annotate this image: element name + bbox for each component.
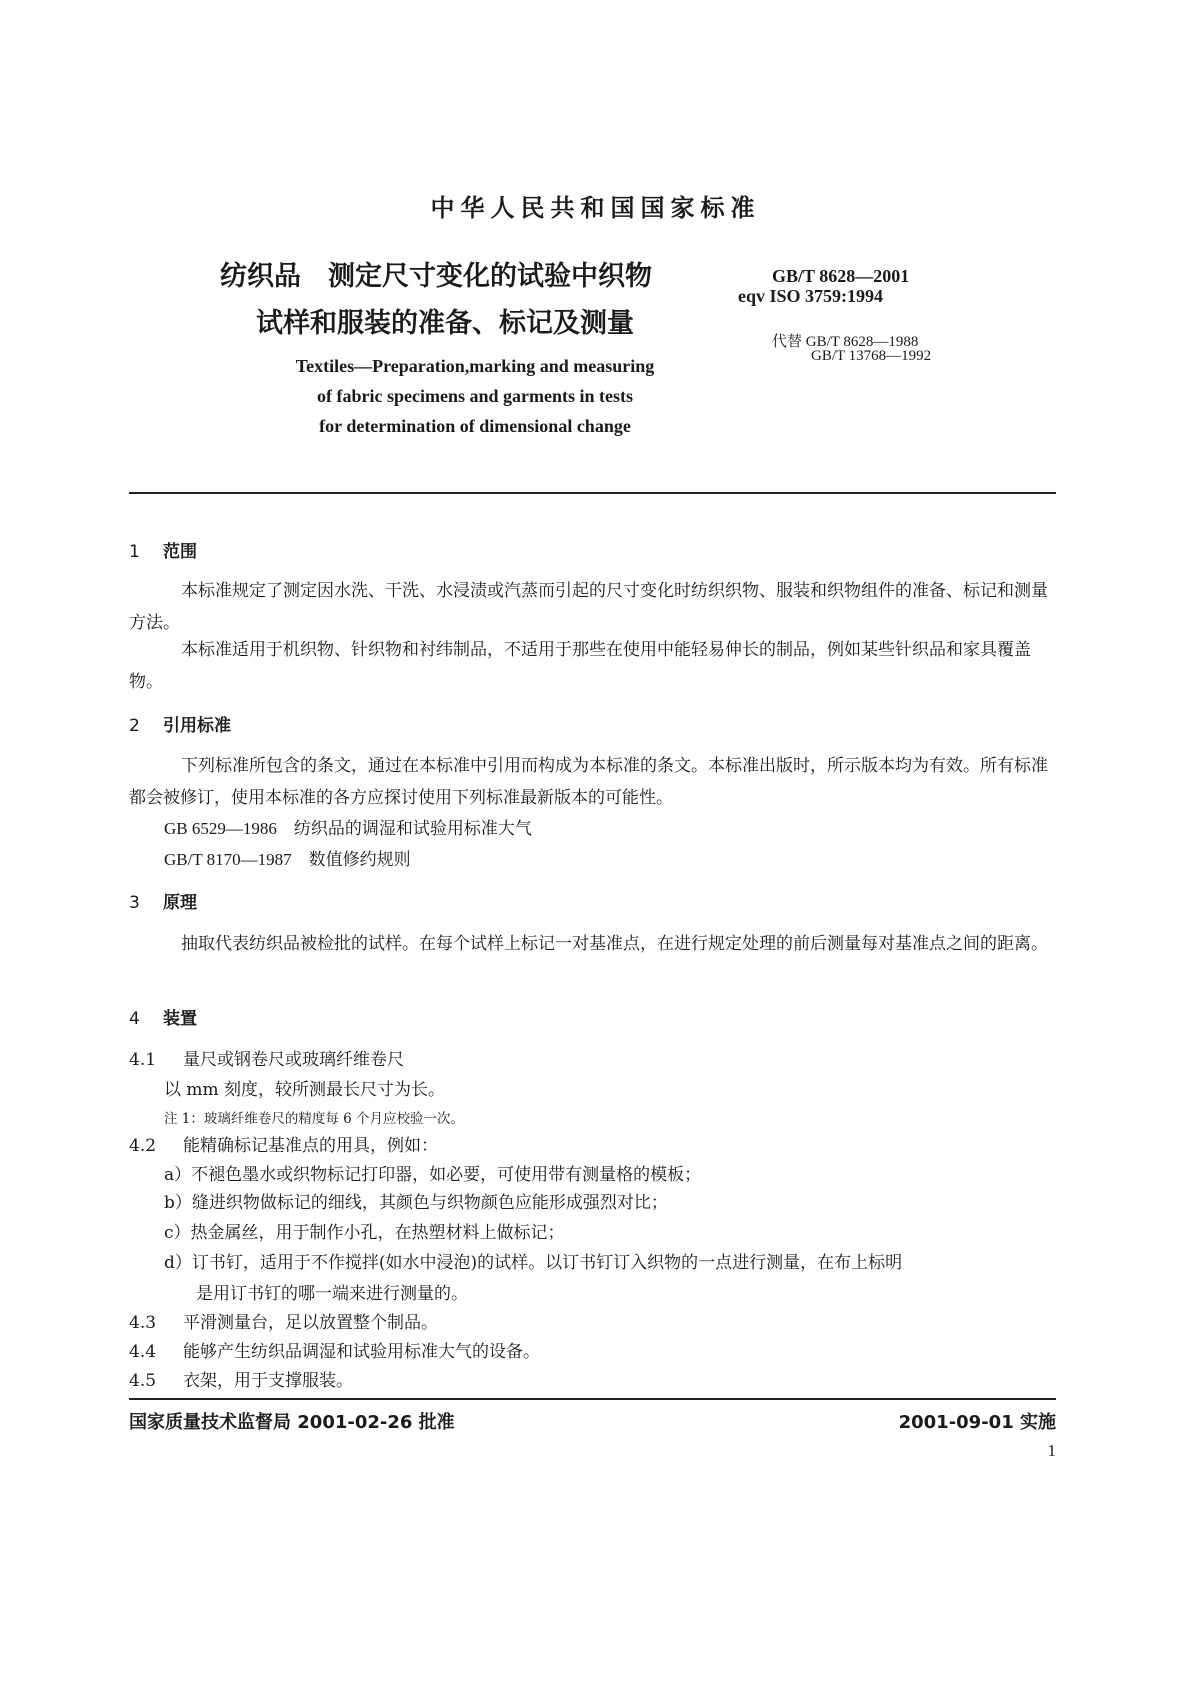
- clause-text: 衣架，用于支撑服装。: [183, 1371, 353, 1391]
- paragraph-text: 本标准规定了测定因水洗、干洗、水浸渍或汽蒸而引起的尺寸变化时纺织织物、服装和织物组件的准备、标记和测量方法。: [129, 581, 1048, 633]
- title-cn-line2: 试样和服装的准备、标记及测量: [256, 308, 634, 339]
- replaces-item: GB/T 13768—1992: [811, 348, 932, 364]
- clause-text: 量尺或钢卷尺或玻璃纤维卷尺: [183, 1050, 404, 1070]
- clause-4-3: [129, 1308, 438, 1333]
- section-heading: [129, 537, 197, 562]
- clause-4-5: [129, 1366, 353, 1391]
- reference-code: GB/T 8170—1987: [164, 850, 292, 869]
- section-heading: [129, 888, 197, 913]
- section-title: 装置: [163, 1009, 197, 1029]
- title-en-line2: of fabric specimens and garments in tests: [317, 386, 633, 406]
- clause-detail: 以 mm 刻度，较所测最长尺寸为长。: [164, 1080, 446, 1100]
- paragraph-text: 抽取代表纺织品被检批的试样。在每个试样上标记一对基准点，在进行规定处理的前后测量每对基准点之间的距离。: [181, 934, 1048, 954]
- reference-name: 纺织品的调湿和试验用标准大气: [293, 819, 532, 839]
- clause-4-4: [129, 1337, 540, 1362]
- approval-date: 国家质量技术监督局 2001-02-26 批准: [129, 1412, 455, 1433]
- clause-4-2: [129, 1131, 438, 1156]
- reference-name: 数值修约规则: [308, 850, 411, 870]
- section-title: 原理: [163, 893, 197, 913]
- list-item: c）热金属丝，用于制作小孔，在热塑材料上做标记；: [164, 1223, 565, 1243]
- section-number: 1: [129, 542, 140, 562]
- paragraph: [129, 750, 1056, 814]
- clause-number: 4.5: [129, 1371, 157, 1391]
- title-en-line3: for determination of dimensional change: [319, 416, 631, 436]
- reference-item: [164, 814, 532, 839]
- clause-number: 4.2: [129, 1136, 157, 1156]
- list-item: b）缝进织物做标记的细线，其颜色与织物颜色应能形成强烈对比；: [164, 1193, 668, 1213]
- title-cn-line1: 纺织品 测定尺寸变化的试验中织物: [220, 261, 652, 292]
- replaces-label: 代替: [772, 334, 803, 350]
- clause-text: 能够产生纺织品调湿和试验用标准大气的设备。: [183, 1342, 540, 1362]
- title-en-line1: Textiles—Preparation,marking and measuring: [295, 356, 655, 376]
- clause-number: 4.4: [129, 1342, 157, 1362]
- list-item-continuation: 是用订书钉的哪一端来进行测量的。: [196, 1284, 468, 1304]
- paragraph: [129, 928, 1056, 960]
- standard-code: GB/T 8628—2001: [772, 266, 910, 286]
- list-item: d）订书钉，适用于不作搅拌(如水中浸泡)的试样。以订书钉订入织物的一点进行测量，在布上标明: [164, 1253, 903, 1273]
- paragraph-text: 本标准适用于机织物、针织物和衬纬制品，不适用于那些在使用中能轻易伸长的制品，例如某些针织品和家具覆盖物。: [129, 640, 1031, 692]
- paragraph: [129, 634, 1056, 698]
- section-number: 4: [129, 1009, 140, 1029]
- section-number: 2: [129, 716, 140, 736]
- section-number: 3: [129, 893, 140, 913]
- page-number: 1: [1047, 1441, 1056, 1460]
- reference-item: [164, 845, 411, 870]
- list-item: a）不褪色墨水或织物标记打印器，如必要，可使用带有测量格的模板；: [164, 1165, 702, 1185]
- section-title: 引用标准: [163, 716, 231, 736]
- clause-text: 能精确标记基准点的用具，例如：: [183, 1136, 438, 1156]
- clause-number: 4.3: [129, 1313, 157, 1333]
- header-rule: [129, 492, 1056, 494]
- paragraph-text: 下列标准所包含的条文，通过在本标准中引用而构成为本标准的条文。本标准出版时，所示版本均为有效。所有标准都会被修订，使用本标准的各方应探讨使用下列标准最新版本的可能性。: [129, 756, 1048, 808]
- paragraph: [129, 575, 1056, 639]
- footer-rule: [129, 1398, 1056, 1400]
- clause-4-1: [129, 1045, 404, 1070]
- section-heading: [129, 711, 231, 736]
- clause-number: 4.1: [129, 1050, 157, 1070]
- clause-text: 平滑测量台，足以放置整个制品。: [183, 1313, 438, 1333]
- section-heading: [129, 1004, 197, 1029]
- effective-date: 2001-09-01 实施: [898, 1412, 1056, 1433]
- note: 注 1：玻璃纤维卷尺的精度每 6 个月应校验一次。: [164, 1111, 465, 1127]
- equivalent-standard: eqv ISO 3759:1994: [738, 286, 884, 306]
- replaces-item: GB/T 8628—1988: [805, 334, 919, 350]
- section-title: 范围: [163, 542, 197, 562]
- reference-code: GB 6529—1986: [164, 819, 277, 838]
- national-standard-heading: 中华人民共和国国家标准: [430, 194, 761, 222]
